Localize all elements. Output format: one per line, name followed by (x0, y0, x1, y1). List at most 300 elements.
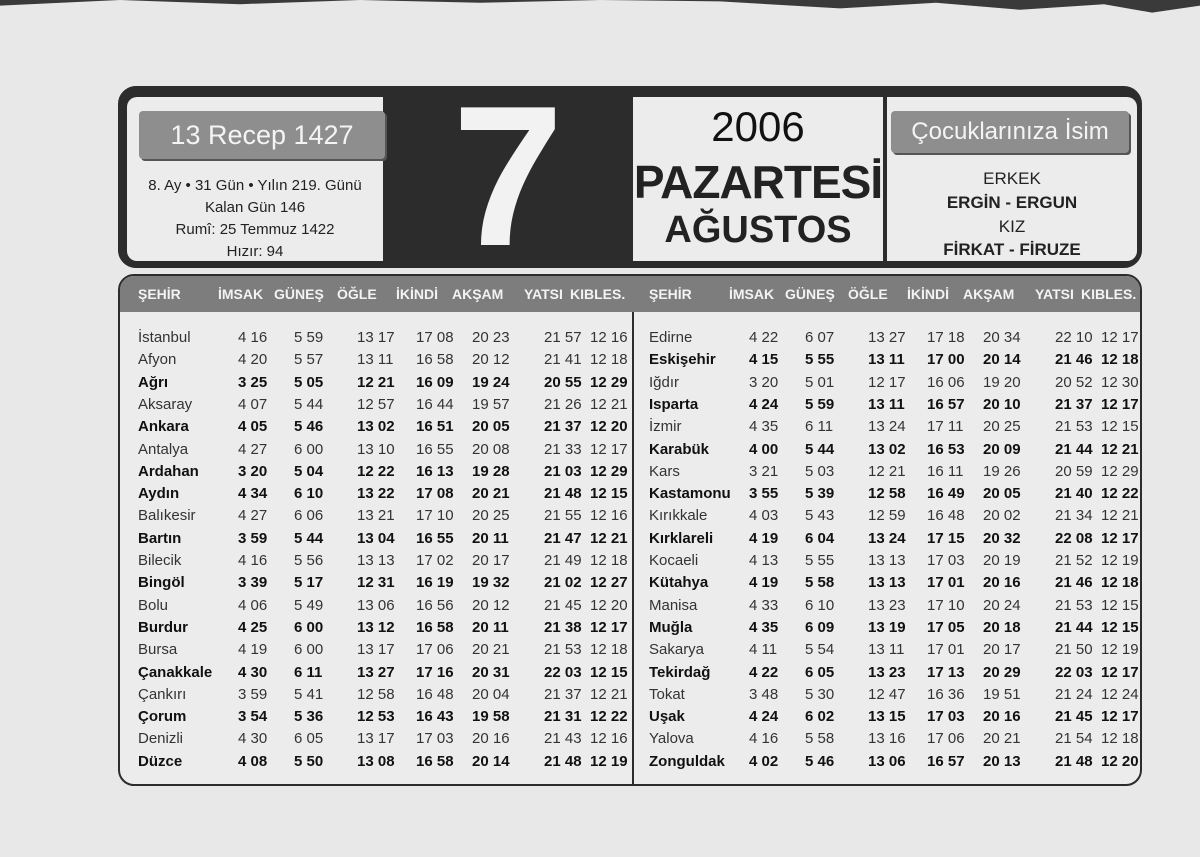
time-cell: 5 30 (805, 685, 835, 703)
time-cell: 13 27 (357, 663, 395, 681)
time-cell: 12 30 (1101, 373, 1139, 391)
time-cell: 4 30 (238, 663, 268, 681)
city-name: İstanbul (138, 329, 191, 346)
time-cell: 20 16 (983, 708, 1021, 726)
time-cell: 12 17 (1101, 663, 1139, 681)
time-cell: 21 53 (544, 641, 582, 659)
column-header: AKŞAM (963, 286, 1015, 302)
time-cell: 6 11 (294, 663, 323, 681)
time-cell: 12 17 (1101, 529, 1139, 547)
time-cell: 21 44 (1055, 618, 1093, 636)
time-cell: 21 45 (544, 596, 582, 614)
city-name: Bilecik (138, 552, 182, 569)
time-cell: 12 21 (590, 529, 628, 547)
time-cell: 4 13 (749, 552, 779, 569)
time-cell: 20 11 (472, 618, 509, 636)
time-cell: 19 58 (472, 708, 510, 726)
male-label: ERKEK (983, 169, 1041, 188)
time-cell: 17 01 (927, 641, 965, 659)
time-cell: 6 00 (294, 618, 324, 636)
time-cell: 16 58 (416, 752, 454, 770)
time-cell: 17 03 (927, 708, 965, 726)
time-cell: 19 26 (983, 462, 1021, 480)
time-cell: 20 08 (472, 440, 510, 458)
baby-names-title: Çocuklarınıza İsim (891, 111, 1129, 153)
time-cell: 17 13 (927, 663, 965, 681)
time-cell: 21 48 (1055, 752, 1093, 770)
time-cell: 12 57 (357, 395, 395, 413)
time-cell: 13 04 (357, 529, 395, 547)
time-cell: 20 25 (983, 418, 1021, 436)
time-cell: 12 58 (357, 685, 395, 703)
time-cell: 4 02 (749, 752, 779, 770)
time-cell: 6 06 (294, 507, 324, 525)
time-cell: 13 11 (868, 641, 905, 659)
city-name: Kırıkkale (649, 507, 708, 525)
time-cell: 16 49 (927, 485, 965, 503)
time-cell: 21 46 (1055, 351, 1093, 369)
time-cell: 13 13 (357, 552, 395, 569)
column-header: İKİNDİ (907, 286, 949, 302)
time-cell: 17 06 (927, 730, 965, 748)
time-cell: 12 15 (590, 485, 628, 503)
time-cell: 21 44 (1055, 440, 1093, 458)
time-cell: 3 55 (749, 485, 779, 503)
time-cell: 16 36 (927, 685, 965, 703)
column-header: YATSI (1035, 286, 1074, 302)
city-name: Kars (649, 462, 680, 480)
time-cell: 21 47 (544, 529, 582, 547)
city-name: Denizli (138, 730, 184, 748)
column-header: İMSAK (729, 286, 775, 302)
hijri-date: 13 Recep 1427 (139, 111, 385, 159)
time-cell: 12 21 (868, 462, 906, 480)
time-cell: 13 11 (357, 351, 394, 369)
time-cell: 13 13 (868, 574, 906, 592)
time-cell: 21 53 (1055, 418, 1093, 436)
time-cell: 6 05 (294, 730, 324, 748)
time-cell: 20 13 (983, 752, 1021, 770)
city-name: Afyon (138, 351, 177, 369)
weekday: PAZARTESİ (633, 156, 883, 208)
time-cell: 3 59 (238, 685, 268, 703)
time-cell: 12 20 (1101, 752, 1139, 770)
time-cell: 20 12 (472, 351, 510, 369)
time-cell: 4 07 (238, 395, 268, 413)
time-cell: 20 12 (472, 596, 510, 614)
time-cell: 5 05 (294, 373, 324, 391)
time-cell: 6 11 (805, 418, 834, 436)
time-cell: 12 15 (1101, 418, 1139, 436)
time-cell: 13 24 (868, 418, 906, 436)
time-cell: 12 27 (590, 574, 628, 592)
time-cell: 17 03 (416, 730, 454, 748)
city-name: Çanakkale (138, 663, 213, 681)
time-cell: 22 03 (544, 663, 582, 681)
time-cell: 20 02 (983, 507, 1021, 525)
city-name: Bartın (138, 529, 182, 547)
time-cell: 19 20 (983, 373, 1021, 391)
time-cell: 20 16 (472, 730, 510, 748)
time-cell: 5 46 (805, 752, 835, 770)
time-cell: 5 55 (805, 552, 835, 569)
city-name: Zonguldak (649, 752, 725, 770)
time-cell: 20 16 (983, 574, 1021, 592)
time-cell: 20 59 (1055, 462, 1093, 480)
time-cell: 12 29 (590, 462, 628, 480)
column-header: YATSI (524, 286, 563, 302)
time-cell: 12 17 (590, 618, 628, 636)
time-cell: 12 17 (1101, 329, 1139, 346)
time-cell: 19 32 (472, 574, 510, 592)
time-cell: 16 53 (927, 440, 965, 458)
time-cell: 20 11 (472, 529, 509, 547)
time-cell: 17 03 (927, 552, 965, 569)
time-cell: 12 22 (590, 708, 628, 726)
time-cell: 4 16 (749, 730, 779, 748)
city-name: Ardahan (138, 462, 199, 480)
time-cell: 21 55 (544, 507, 582, 525)
time-cell: 17 08 (416, 329, 454, 346)
time-cell: 20 34 (983, 329, 1021, 346)
time-cell: 12 18 (590, 351, 628, 369)
time-cell: 4 16 (238, 552, 268, 569)
hizir-count: Hızır: 94 (226, 243, 284, 260)
time-cell: 21 02 (544, 574, 582, 592)
time-cell: 5 54 (805, 641, 835, 659)
time-cell: 5 59 (294, 329, 324, 346)
time-cell: 4 27 (238, 440, 268, 458)
time-cell: 13 17 (357, 730, 395, 748)
column-header: AKŞAM (452, 286, 504, 302)
time-cell: 5 44 (294, 395, 324, 413)
time-cell: 13 12 (357, 618, 395, 636)
city-name: Bingöl (138, 574, 185, 592)
city-name: Aydın (138, 485, 180, 503)
time-cell: 20 19 (983, 552, 1021, 569)
city-name: Tekirdağ (649, 663, 711, 681)
time-cell: 4 27 (238, 507, 268, 525)
city-name: Edirne (649, 329, 693, 346)
time-cell: 21 53 (1055, 596, 1093, 614)
month-day-info: 8. Ay • 31 Gün • Yılın 219. Günü (148, 177, 362, 194)
time-cell: 20 05 (472, 418, 510, 436)
time-cell: 20 21 (983, 730, 1021, 748)
city-name: İzmir (649, 418, 682, 436)
time-cell: 5 44 (805, 440, 835, 458)
time-cell: 13 06 (357, 596, 395, 614)
time-cell: 4 22 (749, 663, 779, 681)
time-cell: 13 24 (868, 529, 906, 547)
column-header: ÖĞLE (337, 286, 377, 302)
time-cell: 21 43 (544, 730, 582, 748)
time-cell: 12 15 (1101, 618, 1139, 636)
time-cell: 12 20 (590, 596, 628, 614)
time-cell: 12 18 (590, 552, 628, 569)
time-cell: 17 01 (927, 574, 965, 592)
time-cell: 20 14 (472, 752, 510, 770)
time-cell: 21 54 (1055, 730, 1093, 748)
column-header: ŞEHİR (649, 286, 692, 302)
city-name: Çorum (138, 708, 187, 726)
time-cell: 6 00 (294, 641, 324, 659)
time-cell: 17 02 (416, 552, 454, 569)
time-cell: 12 15 (590, 663, 628, 681)
time-cell: 17 05 (927, 618, 965, 636)
time-cell: 21 03 (544, 462, 582, 480)
time-cell: 20 29 (983, 663, 1021, 681)
city-name: Bursa (138, 641, 178, 659)
time-cell: 5 41 (294, 685, 324, 703)
city-name: Iğdır (649, 373, 680, 391)
time-cell: 20 32 (983, 529, 1021, 547)
column-header: İKİNDİ (396, 286, 438, 302)
column-header: GÜNEŞ (785, 286, 835, 302)
time-cell: 20 23 (472, 329, 510, 346)
city-name: Eskişehir (649, 351, 716, 369)
time-cell: 5 17 (294, 574, 324, 592)
time-cell: 5 43 (805, 507, 835, 525)
time-cell: 6 00 (294, 440, 324, 458)
time-cell: 17 11 (927, 418, 964, 436)
time-cell: 13 17 (357, 329, 395, 346)
city-name: Manisa (649, 596, 698, 614)
time-cell: 4 16 (238, 329, 268, 346)
time-cell: 16 55 (416, 440, 454, 458)
month: AĞUSTOS (664, 209, 852, 251)
time-cell: 20 21 (472, 641, 510, 659)
time-cell: 12 31 (357, 574, 395, 592)
time-cell: 12 15 (1101, 596, 1139, 614)
time-cell: 17 10 (927, 596, 965, 614)
time-cell: 6 10 (805, 596, 835, 614)
time-cell: 21 37 (1055, 395, 1093, 413)
city-name: Karabük (649, 440, 710, 458)
time-cell: 17 06 (416, 641, 454, 659)
time-cell: 4 24 (749, 395, 779, 413)
time-cell: 6 02 (805, 708, 835, 726)
city-name: Kırklareli (649, 529, 714, 547)
time-cell: 4 25 (238, 618, 268, 636)
time-cell: 13 10 (357, 440, 395, 458)
time-cell: 4 22 (749, 329, 779, 346)
time-cell: 13 21 (357, 507, 395, 525)
time-cell: 5 59 (805, 395, 835, 413)
city-name: Kütahya (649, 574, 709, 592)
time-cell: 20 04 (472, 685, 510, 703)
time-cell: 12 17 (1101, 708, 1139, 726)
time-cell: 12 19 (1101, 641, 1139, 659)
time-cell: 20 52 (1055, 373, 1093, 391)
time-cell: 13 23 (868, 596, 906, 614)
time-cell: 20 31 (472, 663, 510, 681)
time-cell: 16 11 (927, 462, 964, 480)
time-cell: 12 58 (868, 485, 906, 503)
time-cell: 21 49 (544, 552, 582, 569)
time-cell: 16 55 (416, 529, 454, 547)
city-name: Düzce (138, 752, 183, 770)
time-cell: 5 36 (294, 708, 324, 726)
time-cell: 12 53 (357, 708, 395, 726)
time-cell: 12 19 (590, 752, 628, 770)
time-cell: 19 57 (472, 395, 510, 413)
remaining-days: Kalan Gün 146 (204, 199, 306, 216)
time-cell: 20 17 (983, 641, 1021, 659)
time-cell: 4 15 (749, 351, 779, 369)
time-cell: 5 49 (294, 596, 324, 614)
city-name: Ankara (138, 418, 189, 436)
time-cell: 21 57 (544, 329, 582, 346)
time-cell: 17 15 (927, 529, 965, 547)
time-cell: 12 16 (590, 507, 628, 525)
time-cell: 6 05 (805, 663, 835, 681)
time-cell: 13 16 (868, 730, 906, 748)
time-cell: 13 15 (868, 708, 906, 726)
time-cell: 3 39 (238, 574, 268, 592)
time-cell: 3 48 (749, 685, 779, 703)
time-cell: 21 45 (1055, 708, 1093, 726)
time-cell: 21 40 (1055, 485, 1093, 503)
time-cell: 20 55 (544, 373, 582, 391)
time-cell: 6 04 (805, 529, 835, 547)
time-cell: 13 02 (868, 440, 906, 458)
time-cell: 3 21 (749, 462, 779, 480)
time-cell: 5 58 (805, 730, 835, 748)
time-cell: 5 46 (294, 418, 324, 436)
day-number: 7 (452, 86, 564, 268)
time-cell: 12 18 (590, 641, 628, 659)
table-header (120, 276, 1140, 312)
city-name: Aksaray (138, 395, 193, 413)
time-cell: 21 34 (1055, 507, 1093, 525)
time-cell: 5 04 (294, 462, 324, 480)
year: 2006 (711, 103, 805, 150)
time-cell: 3 20 (238, 462, 268, 480)
time-cell: 17 08 (416, 485, 454, 503)
time-cell: 5 03 (805, 462, 835, 480)
time-cell: 21 24 (1055, 685, 1093, 703)
time-cell: 12 21 (357, 373, 395, 391)
time-cell: 19 24 (472, 373, 510, 391)
time-cell: 20 14 (983, 351, 1021, 369)
baby-names-panel (887, 97, 1137, 261)
time-cell: 3 20 (749, 373, 779, 391)
time-cell: 12 22 (1101, 485, 1139, 503)
time-cell: 13 08 (357, 752, 395, 770)
time-cell: 21 46 (1055, 574, 1093, 592)
time-cell: 13 19 (868, 618, 906, 636)
column-header: İMSAK (218, 286, 264, 302)
time-cell: 12 18 (1101, 574, 1139, 592)
time-cell: 20 25 (472, 507, 510, 525)
city-name: Isparta (649, 395, 699, 413)
time-cell: 16 13 (416, 462, 454, 480)
city-name: Uşak (649, 708, 685, 726)
time-cell: 4 24 (749, 708, 779, 726)
time-cell: 4 19 (749, 574, 779, 592)
column-divider (632, 312, 634, 786)
time-cell: 12 47 (868, 685, 906, 703)
time-cell: 5 50 (294, 752, 324, 770)
time-cell: 4 03 (749, 507, 779, 525)
time-cell: 21 48 (544, 485, 582, 503)
time-cell: 12 16 (590, 730, 628, 748)
time-cell: 22 10 (1055, 329, 1093, 346)
male-names: ERGİN - ERGUN (946, 193, 1078, 212)
city-name: Antalya (138, 440, 189, 458)
time-cell: 17 16 (416, 663, 454, 681)
time-cell: 12 22 (357, 462, 395, 480)
time-cell: 12 18 (1101, 351, 1139, 369)
time-cell: 5 58 (805, 574, 835, 592)
city-name: Sakarya (649, 641, 705, 659)
city-name: Muğla (649, 618, 693, 636)
time-cell: 5 01 (805, 373, 835, 391)
column-header: KIBLES. (1081, 286, 1137, 302)
time-cell: 6 09 (805, 618, 835, 636)
time-cell: 16 44 (416, 395, 454, 413)
time-cell: 12 21 (1101, 440, 1139, 458)
time-cell: 16 58 (416, 351, 454, 369)
time-cell: 12 16 (590, 329, 628, 346)
city-name: Balıkesir (138, 507, 196, 525)
time-cell: 17 00 (927, 351, 965, 369)
city-name: Ağrı (138, 373, 168, 391)
time-cell: 4 35 (749, 618, 779, 636)
time-cell: 16 56 (416, 596, 454, 614)
time-cell: 12 17 (1101, 395, 1139, 413)
time-cell: 16 51 (416, 418, 454, 436)
time-cell: 4 34 (238, 485, 268, 503)
column-header: ÖĞLE (848, 286, 888, 302)
time-cell: 13 23 (868, 663, 906, 681)
calendar-leaf (118, 86, 1142, 786)
time-cell: 13 11 (868, 395, 905, 413)
date-info-panel (127, 97, 383, 261)
time-cell: 19 51 (983, 685, 1021, 703)
city-name: Tokat (649, 685, 685, 703)
time-cell: 4 11 (749, 641, 778, 659)
time-cell: 17 18 (927, 329, 965, 346)
time-cell: 16 48 (927, 507, 965, 525)
city-name: Kocaeli (649, 552, 699, 569)
time-cell: 21 37 (544, 418, 582, 436)
time-cell: 13 02 (357, 418, 395, 436)
time-cell: 16 57 (927, 395, 965, 413)
time-cell: 6 10 (294, 485, 324, 503)
time-cell: 5 55 (805, 351, 835, 369)
time-cell: 16 43 (416, 708, 454, 726)
time-cell: 21 31 (544, 708, 582, 726)
time-cell: 4 08 (238, 752, 268, 770)
column-header: GÜNEŞ (274, 286, 324, 302)
time-cell: 3 59 (238, 529, 268, 547)
time-cell: 21 33 (544, 440, 582, 458)
time-cell: 16 06 (927, 373, 965, 391)
torn-paper-edge (0, 0, 1200, 14)
time-cell: 13 13 (868, 552, 906, 569)
time-cell: 4 19 (238, 641, 268, 659)
rumi-date: Rumî: 25 Temmuz 1422 (175, 221, 335, 238)
time-cell: 4 35 (749, 418, 779, 436)
column-header: KIBLES. (570, 286, 626, 302)
time-cell: 12 29 (590, 373, 628, 391)
time-cell: 5 56 (294, 552, 324, 569)
calendar-header (118, 86, 1142, 268)
time-cell: 12 20 (590, 418, 628, 436)
time-cell: 4 33 (749, 596, 779, 614)
time-cell: 12 59 (868, 507, 906, 525)
